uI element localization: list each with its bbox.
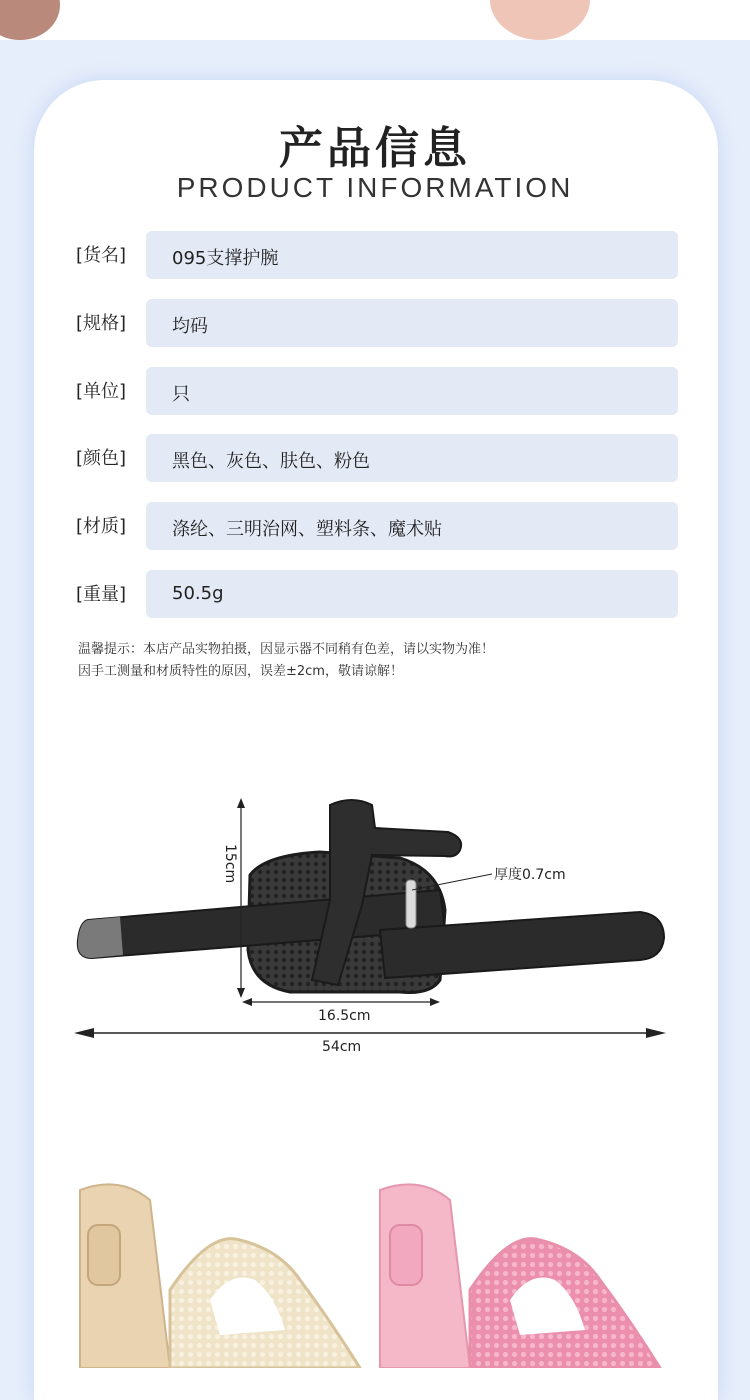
info-value-box: [146, 502, 678, 550]
info-value-box: [146, 299, 678, 347]
height-dimension-label: 15cm: [222, 844, 238, 884]
info-value: 只: [172, 384, 190, 405]
info-label: [颜色]: [76, 448, 127, 469]
page-subtitle: PRODUCT INFORMATION: [176, 172, 574, 203]
top-banner-photo: [0, 0, 750, 40]
banner-photo-fragment-right: [490, 0, 590, 40]
page-title: 产品信息: [279, 123, 471, 174]
info-row-unit: [0, 367, 750, 415]
banner-photo-fragment-left: [0, 0, 60, 40]
wrist-brace-illustration: [0, 780, 750, 1080]
size-diagram: [0, 780, 750, 1080]
info-label: [货名]: [76, 245, 127, 266]
info-label: [重量]: [76, 584, 127, 605]
info-value-box: [146, 367, 678, 415]
info-row-color: [0, 434, 750, 482]
info-value-box: [146, 434, 678, 482]
note-line-2: 因手工测量和材质特性的原因，误差±2cm，敬请谅解！: [78, 664, 403, 679]
color-variant-illustration: [60, 1170, 700, 1368]
info-label: [材质]: [76, 516, 127, 537]
info-label: [单位]: [76, 381, 127, 402]
info-value-box: [146, 570, 678, 618]
info-row-name: [0, 231, 750, 279]
note-line-1: 温馨提示：本店产品实物拍摄，因显示器不同稍有色差，请以实物为准！: [78, 642, 495, 657]
info-value: 均码: [172, 316, 208, 337]
info-row-spec: [0, 299, 750, 347]
info-value-box: [146, 231, 678, 279]
color-variants: [60, 1170, 700, 1368]
width-dimension-label: 16.5cm: [318, 1008, 371, 1024]
info-row-material: [0, 502, 750, 550]
info-value: 50.5g: [172, 583, 224, 604]
info-value: 黑色、灰色、肤色、粉色: [172, 451, 370, 472]
info-value: 095支撑护腕: [172, 248, 279, 269]
length-dimension-label: 54cm: [322, 1039, 362, 1055]
info-value: 涤纶、三明治网、塑料条、魔术贴: [172, 519, 442, 540]
thickness-dimension-label: 厚度0.7cm: [494, 867, 566, 883]
info-label: [规格]: [76, 313, 127, 334]
info-row-weight: [0, 570, 750, 618]
